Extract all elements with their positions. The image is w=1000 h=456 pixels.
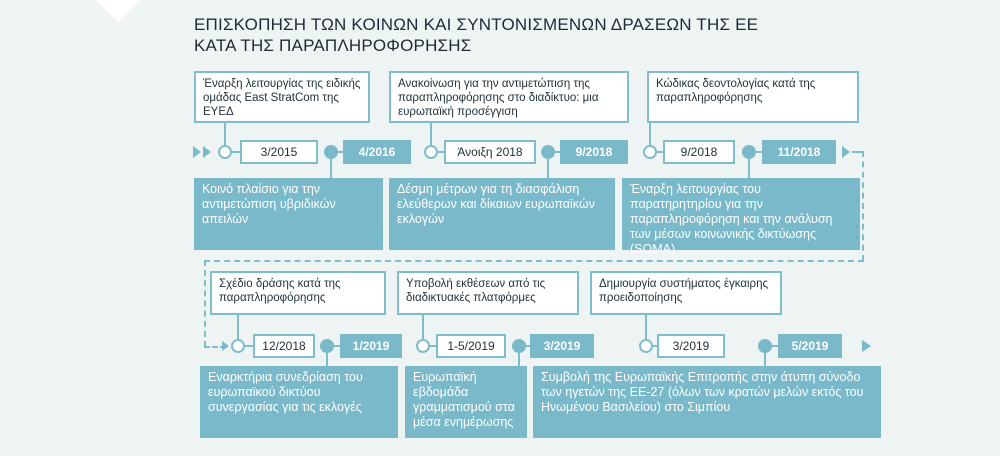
date-1-5-2019: 1-5/2019 [436,334,506,358]
connector-line [756,151,762,153]
end-arrow-icon [862,340,871,352]
connector-line [334,345,340,347]
row-link-line [204,260,864,262]
connector-line [645,315,647,339]
row-link-line [862,151,864,261]
connector-line [224,123,226,145]
timeline-dot-outline [231,339,245,353]
event-elections-package: Δέσμη μέτρων για τη διασφάλιση ελεύθερων και δίκαιων ευρωπαϊκών εκλογών [389,178,615,250]
connector-line [555,151,560,153]
event-platform-reports: Υποβολή εκθέσεων από τις διαδικτυακές πλατφόρμες [397,271,579,315]
start-chevron-icon [193,146,201,158]
timeline-dot-filled [742,145,756,159]
connector-line [772,345,778,347]
date-11-2018: 11/2018 [762,140,836,164]
timeline-dot-filled [512,339,526,353]
connector-line [748,159,750,178]
event-soma-launch: Έναρξη λειτουργίας του παρατηρητηρίου για την παραπληροφόρηση και την ανάλυση των μέσων κοινωνικής δικτύωσης (SOMA) [622,178,860,250]
chevron-right-icon [842,146,850,158]
timeline-dot-filled [541,145,555,159]
start-chevron-icon [203,146,211,158]
event-hybrid-threats: Κοινό πλαίσιο για την αντιμετώπιση υβριδικών απειλών [194,178,383,250]
timeline-dot-filled [320,339,334,353]
date-3-2019-a: 3/2019 [530,334,594,358]
timeline-dot-outline [416,339,430,353]
timeline-dot-filled [758,339,772,353]
date-12-2018: 12/2018 [253,334,315,358]
date-spring-2018: Άνοιξη 2018 [444,140,536,164]
page-title [194,14,834,56]
chevron-right-icon [222,341,229,351]
date-9-2018-b: 9/2018 [663,140,735,164]
connector-line [326,353,328,366]
date-1-2019: 1/2019 [340,334,402,358]
date-3-2019-b: 3/2019 [657,334,725,358]
event-code-of-practice: Κώδικας δεοντολογίας κατά της παραπληροφόρησης [647,71,859,123]
connector-line [430,123,432,145]
timeline-dot-outline [643,145,657,159]
connector-line [526,345,530,347]
connector-line [330,159,332,178]
event-communication-online-disinfo: Ανακοίνωση για την αντιμετώπιση της παραπληροφόρησης στο διαδίκτυο: μια ευρωπαϊκή προσέγγιση [389,71,629,123]
event-east-stratcom: Έναρξη λειτουργίας της ειδικής ομάδας East StratCom της ΕΥΕΔ [194,71,370,123]
connector-line [764,353,766,366]
title-line-1: ΕΠΙΣΚΟΠΗΣΗ ΤΩΝ ΚΟΙΝΩΝ ΚΑΙ ΣΥΝΤΟΝΙΣΜΕΝΩΝ ΔΡΑΣΕΩΝ ΤΗΣ ΕΕ [194,15,759,34]
connector-line [245,345,253,347]
connector-line [649,123,651,145]
date-9-2018-a: 9/2018 [560,140,628,164]
event-action-plan: Σχέδιο δράσης κατά της παραπληροφόρησης [210,271,386,315]
connector-line [232,151,240,153]
date-4-2016: 4/2016 [343,140,411,164]
connector-line [422,315,424,339]
timeline-dot-outline [424,145,438,159]
timeline-dot-filled [324,145,338,159]
date-5-2019: 5/2019 [778,334,842,358]
date-3-2015: 3/2015 [240,140,318,164]
event-election-network-meeting: Εναρκτήρια συνεδρίαση του ευρωπαϊκού δικτύου συνεργασίας για τις εκλογές [200,366,398,438]
row-link-line [204,260,206,347]
connector-line [237,315,239,339]
timeline-dot-outline [218,145,232,159]
event-rapid-alert-system: Δημιουργία συστήματος έγκαιρης προειδοποίησης [590,271,782,315]
title-line-2: ΚΑΤΑ ΤΗΣ ΠΑΡΑΠΛΗΡΟΦΟΡΗΣΗΣ [194,36,472,55]
event-sibiu-summit: Συμβολή της Ευρωπαϊκής Επιτροπής στην άτυπη σύνοδο των ηγετών της ΕΕ-27 (όλων των κρατών μελών εκτός του Ηνωμένου Βασιλείου) στο Σιμπίου [533,366,881,438]
timeline-dot-outline [639,339,653,353]
event-media-literacy-week: Ευρωπαϊκή εβδομάδα γραμματισμού στα μέσα ενημέρωσης [405,366,527,438]
corner-decoration [96,0,140,22]
connector-line [547,159,549,178]
connector-line [338,151,343,153]
connector-line [518,353,520,366]
